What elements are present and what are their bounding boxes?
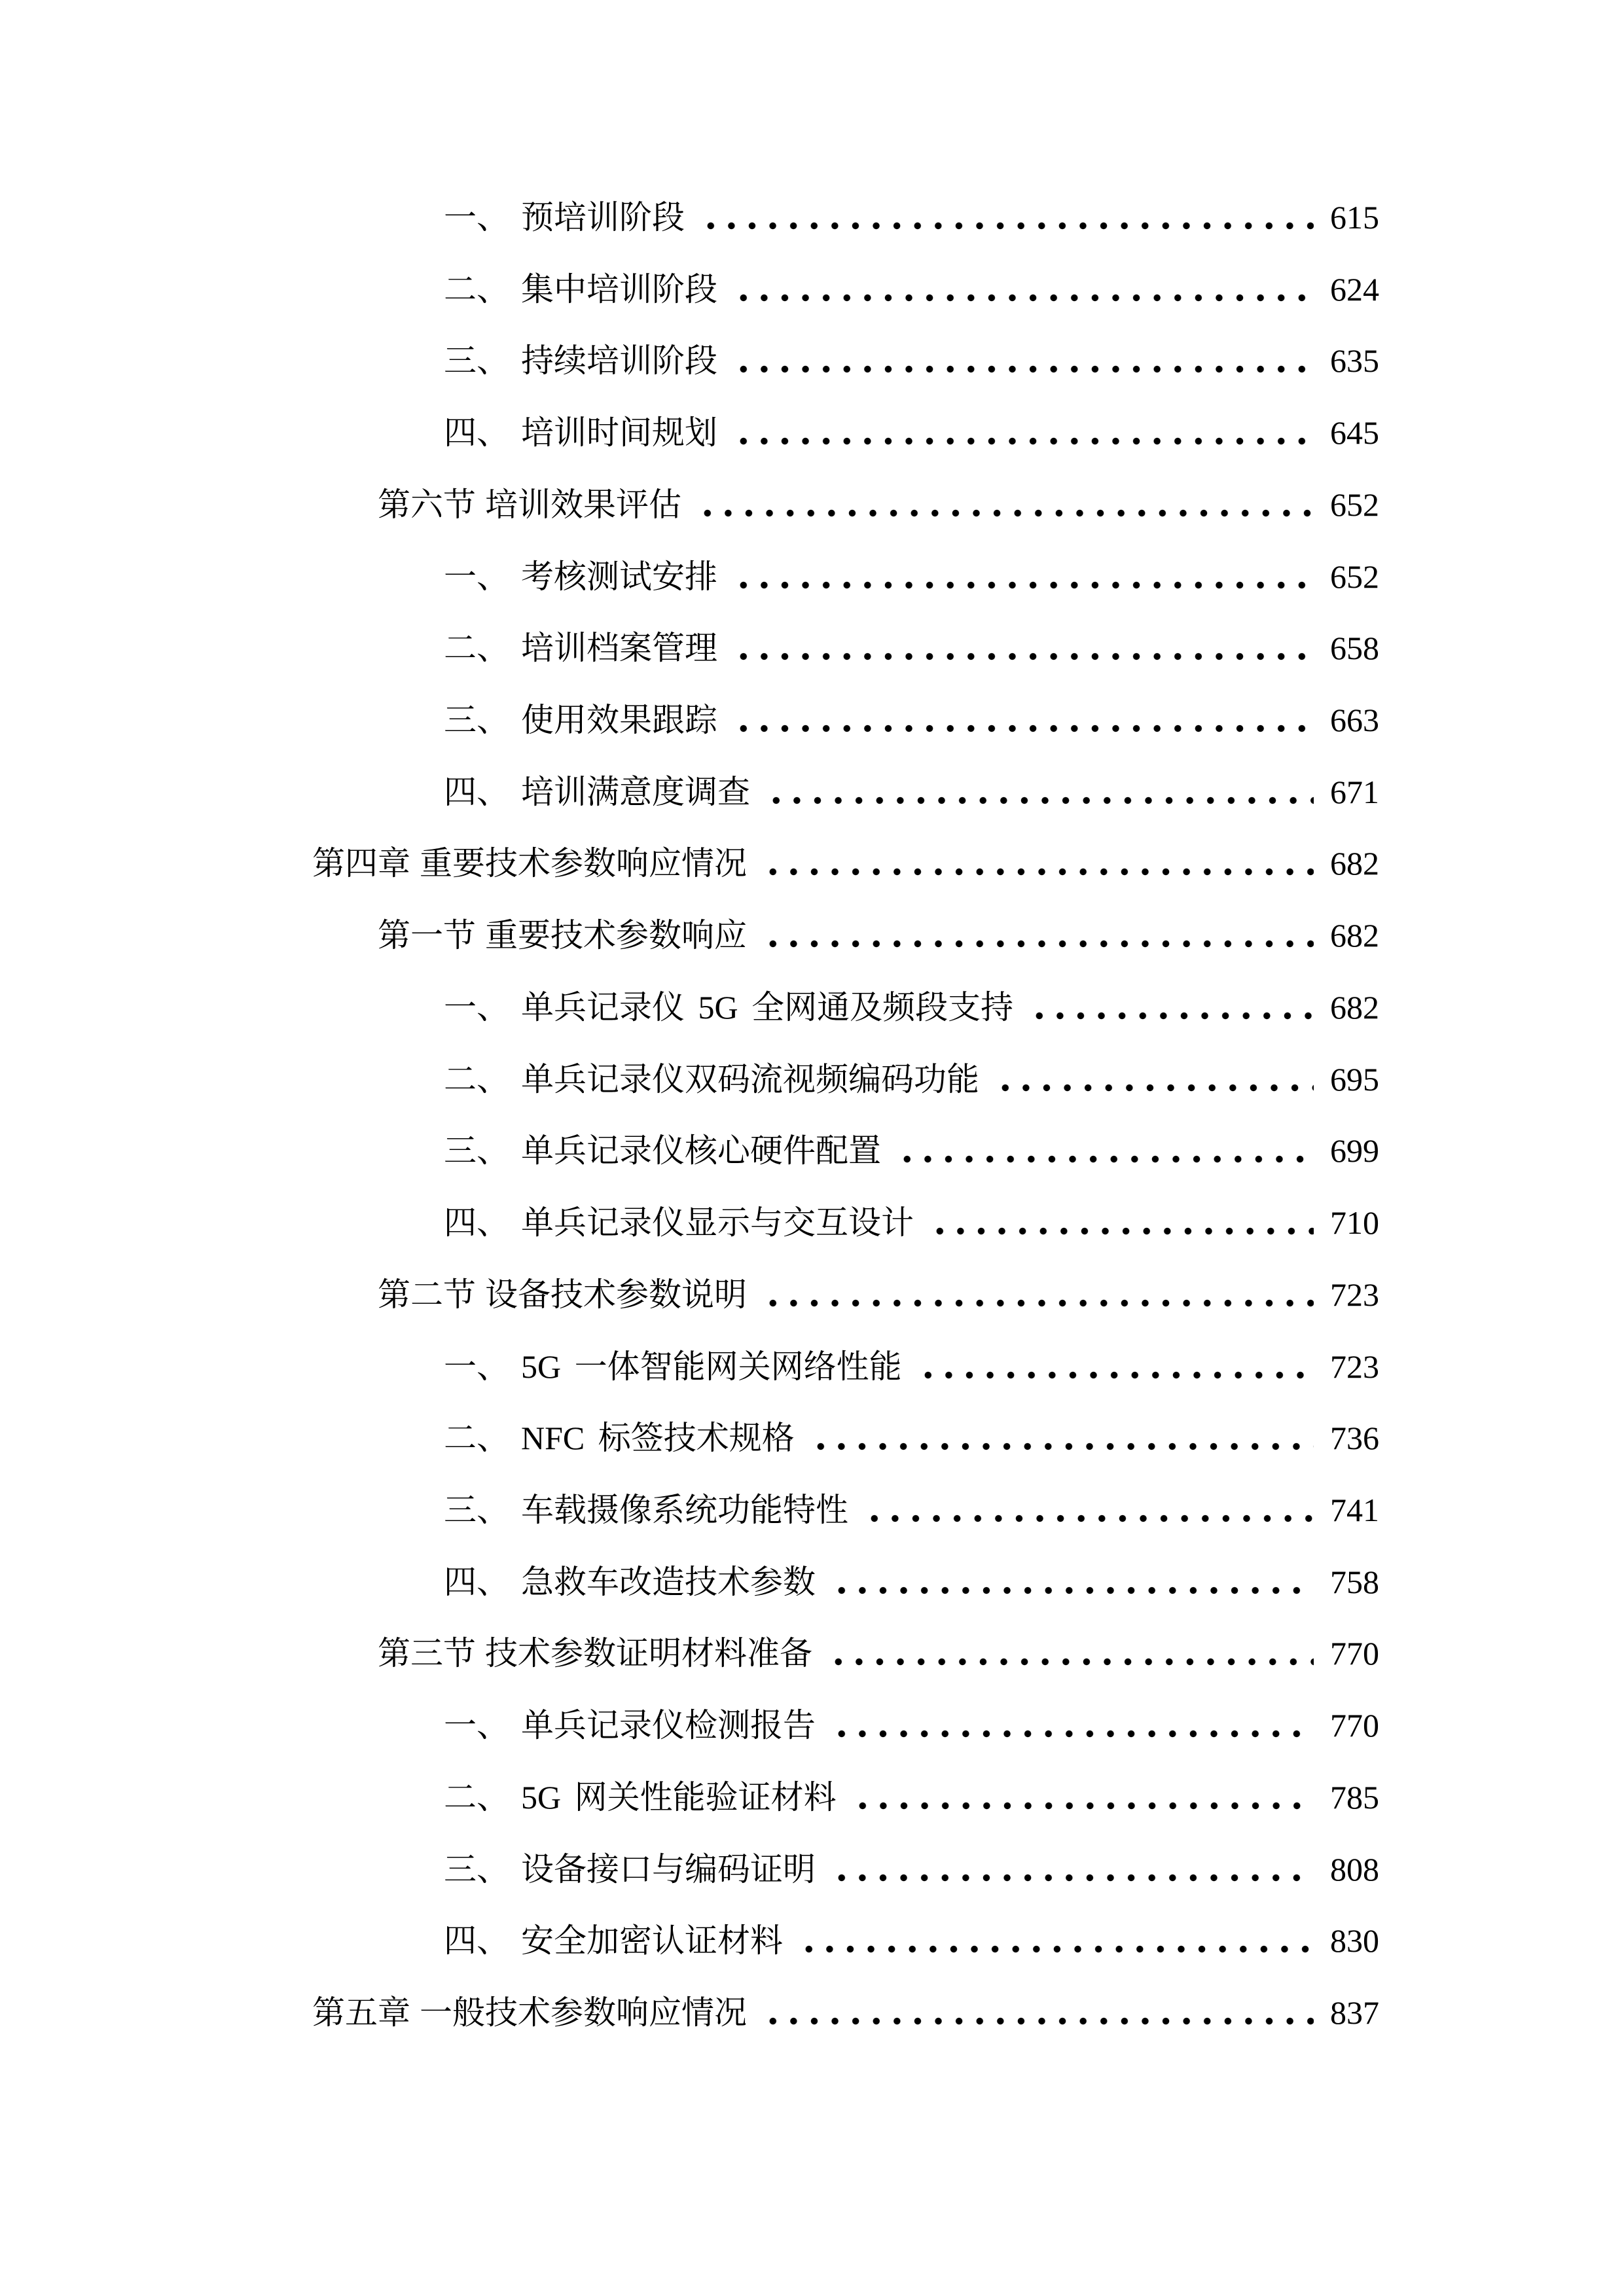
toc-entry[interactable]: [0, 685, 1624, 757]
toc-page-number[interactable]: 770: [1330, 1707, 1379, 1744]
toc-dot-leader: [826, 1834, 1314, 1906]
toc-entry-number: 第四章: [312, 845, 410, 882]
toc-page-number[interactable]: 837: [1330, 1994, 1379, 2031]
toc-dot-leader: [761, 757, 1314, 829]
toc-entry-label: 培训效果评估: [485, 486, 681, 523]
toc-entry-number: 四、: [444, 414, 509, 452]
toc-entry-number: 一、: [444, 558, 509, 595]
toc-entry-label: 单兵记录仪显示与交互设计: [521, 1204, 914, 1242]
toc-entry[interactable]: [0, 469, 1624, 541]
toc-entry[interactable]: [0, 1977, 1624, 2049]
toc-entry[interactable]: [0, 1115, 1624, 1187]
toc-entry-number: 第六节: [378, 486, 476, 523]
toc-dot-leader: [757, 900, 1314, 972]
toc-entry-number: 三、: [444, 1491, 509, 1528]
toc-dot-leader: [728, 325, 1314, 397]
toc-entry-label: 培训满意度调查: [521, 773, 750, 810]
toc-dot-leader: [695, 182, 1314, 254]
toc-entry-label: 车载摄像系统功能特性: [521, 1491, 848, 1528]
toc-page-number[interactable]: 808: [1330, 1850, 1379, 1888]
toc-entry-label: 单兵记录仪双码流视频编码功能: [521, 1060, 979, 1098]
toc-entry[interactable]: [0, 1187, 1624, 1259]
toc-page-number[interactable]: 635: [1330, 342, 1379, 380]
toc-entry-number: 二、: [444, 1420, 509, 1457]
toc-dot-leader: [826, 1547, 1314, 1619]
toc-entry-number: 一、: [444, 199, 509, 236]
toc-entry-number: 二、: [444, 270, 509, 308]
toc-entry-label: 技术参数证明材料准备: [485, 1635, 812, 1672]
toc-dot-leader: [823, 1618, 1314, 1690]
toc-entry-number: 第一节: [378, 917, 476, 954]
toc-entry[interactable]: [0, 1762, 1624, 1834]
toc-entry-number: 三、: [444, 1132, 509, 1170]
toc-dot-leader: [728, 541, 1314, 613]
toc-page-number[interactable]: 695: [1330, 1060, 1379, 1098]
toc-entry[interactable]: [0, 1905, 1624, 1977]
toc-entry-label: 培训时间规划: [521, 414, 717, 452]
toc-dot-leader: [757, 1259, 1314, 1331]
toc-page-number[interactable]: 624: [1330, 270, 1379, 308]
toc-dot-leader: [805, 1403, 1314, 1475]
toc-dot-leader: [826, 1690, 1314, 1762]
toc-entry[interactable]: [0, 1690, 1624, 1762]
toc-entry-number: 二、: [444, 630, 509, 667]
toc-entry[interactable]: [0, 1403, 1624, 1475]
toc-entry-number: 三、: [444, 1850, 509, 1888]
toc-page-number[interactable]: 710: [1330, 1204, 1379, 1242]
toc-entry-label: 设备接口与编码证明: [521, 1850, 816, 1888]
toc-entry[interactable]: [0, 1547, 1624, 1619]
toc-entry-label: 单兵记录仪核心硬件配置: [521, 1132, 881, 1170]
toc-dot-leader: [1024, 972, 1314, 1044]
toc-entry-number: 一、: [444, 1348, 509, 1385]
toc-entry[interactable]: [0, 397, 1624, 469]
toc-entry-number: 第三节: [378, 1635, 476, 1672]
toc-entry-label: 急救车改造技术参数: [521, 1563, 816, 1600]
toc-entry-label: 考核测试安排: [521, 558, 717, 595]
toc-page-number[interactable]: 682: [1330, 917, 1379, 954]
toc-entry-number: 第二节: [378, 1276, 476, 1313]
toc-page-number[interactable]: 830: [1330, 1922, 1379, 1960]
toc-entry[interactable]: [0, 182, 1624, 254]
toc-page-number[interactable]: 652: [1330, 558, 1379, 595]
toc-dot-leader: [728, 613, 1314, 685]
toc-page-number[interactable]: 758: [1330, 1563, 1379, 1600]
toc-dot-leader: [859, 1475, 1314, 1547]
toc-page-number[interactable]: 699: [1330, 1132, 1379, 1170]
toc-entry-number: 四、: [444, 1922, 509, 1960]
toc-entry-label: 重要技术参数响应情况: [420, 845, 747, 882]
toc-page-number[interactable]: 723: [1330, 1276, 1379, 1313]
toc-entry-number: 二、: [444, 1060, 509, 1098]
toc-page-number[interactable]: 723: [1330, 1348, 1379, 1385]
toc-entry[interactable]: [0, 1475, 1624, 1547]
toc-dot-leader: [728, 397, 1314, 469]
toc-page-number[interactable]: 741: [1330, 1491, 1379, 1528]
toc-dot-leader: [757, 828, 1314, 900]
toc-entry[interactable]: [0, 1618, 1624, 1690]
toc-dot-leader: [757, 1977, 1314, 2049]
toc-entry[interactable]: [0, 972, 1624, 1044]
toc-entry-number: 四、: [444, 773, 509, 810]
toc-entry-label: 单兵记录仪检测报告: [521, 1707, 816, 1744]
toc-page-number[interactable]: 682: [1330, 988, 1379, 1026]
toc-entry-number: 四、: [444, 1204, 509, 1242]
toc-page-number[interactable]: 658: [1330, 630, 1379, 667]
toc-dot-leader: [847, 1762, 1314, 1834]
toc-entry[interactable]: [0, 1834, 1624, 1906]
toc-entry-number: 一、: [444, 1707, 509, 1744]
toc-entry[interactable]: [0, 541, 1624, 613]
toc-entry[interactable]: [0, 613, 1624, 685]
toc-entry-label: 培训档案管理: [521, 630, 717, 667]
toc-page-number[interactable]: 671: [1330, 773, 1379, 810]
toc-entry-label: 一般技术参数响应情况: [420, 1994, 747, 2031]
toc-dot-leader: [912, 1331, 1314, 1403]
toc-page-number[interactable]: 652: [1330, 486, 1379, 523]
toc-entry[interactable]: [0, 254, 1624, 326]
toc-dot-leader: [728, 685, 1314, 757]
toc-entry[interactable]: [0, 1331, 1624, 1403]
toc-entry-label: 5G 网关性能验证材料: [521, 1778, 837, 1816]
toc-page-number[interactable]: 682: [1330, 845, 1379, 882]
toc-page-number[interactable]: 615: [1330, 199, 1379, 236]
toc-dot-leader: [793, 1905, 1314, 1977]
toc-entry-number: 第五章: [312, 1994, 410, 2031]
toc-entry-label: 使用效果跟踪: [521, 702, 717, 739]
toc-entry[interactable]: [0, 325, 1624, 397]
toc-entry-label: 5G 一体智能网关网络性能: [521, 1348, 902, 1385]
toc-dot-leader: [892, 1115, 1314, 1187]
toc-entry-number: 四、: [444, 1563, 509, 1600]
toc-entry-label: 重要技术参数响应: [485, 917, 747, 954]
toc-entry-label: NFC 标签技术规格: [521, 1420, 795, 1457]
toc-entry-label: 安全加密认证材料: [521, 1922, 783, 1960]
toc-entry-number: 一、: [444, 988, 509, 1026]
toc-entry[interactable]: [0, 1044, 1624, 1116]
toc-entry[interactable]: [0, 757, 1624, 829]
toc-entry-number: 三、: [444, 342, 509, 380]
toc-entry[interactable]: [0, 1259, 1624, 1331]
toc-entry-label: 预培训阶段: [521, 199, 685, 236]
toc-entry[interactable]: [0, 828, 1624, 900]
toc-page-number[interactable]: 770: [1330, 1635, 1379, 1672]
toc-page-number[interactable]: 785: [1330, 1778, 1379, 1816]
toc-entry-number: 三、: [444, 702, 509, 739]
toc-dot-leader: [692, 469, 1314, 541]
toc-page-number[interactable]: 736: [1330, 1420, 1379, 1457]
toc-entry-label: 设备技术参数说明: [485, 1276, 747, 1313]
toc-entry-number: 二、: [444, 1778, 509, 1816]
toc-dot-leader: [728, 254, 1314, 326]
toc-page-number[interactable]: 663: [1330, 702, 1379, 739]
toc-dot-leader: [990, 1044, 1314, 1116]
toc-entry-label: 持续培训阶段: [521, 342, 717, 380]
toc-entry-label: 单兵记录仪 5G 全网通及频段支持: [521, 988, 1014, 1026]
toc-entry-label: 集中培训阶段: [521, 270, 717, 308]
toc-page-number[interactable]: 645: [1330, 414, 1379, 452]
toc-entry[interactable]: [0, 900, 1624, 972]
toc-dot-leader: [924, 1187, 1314, 1259]
